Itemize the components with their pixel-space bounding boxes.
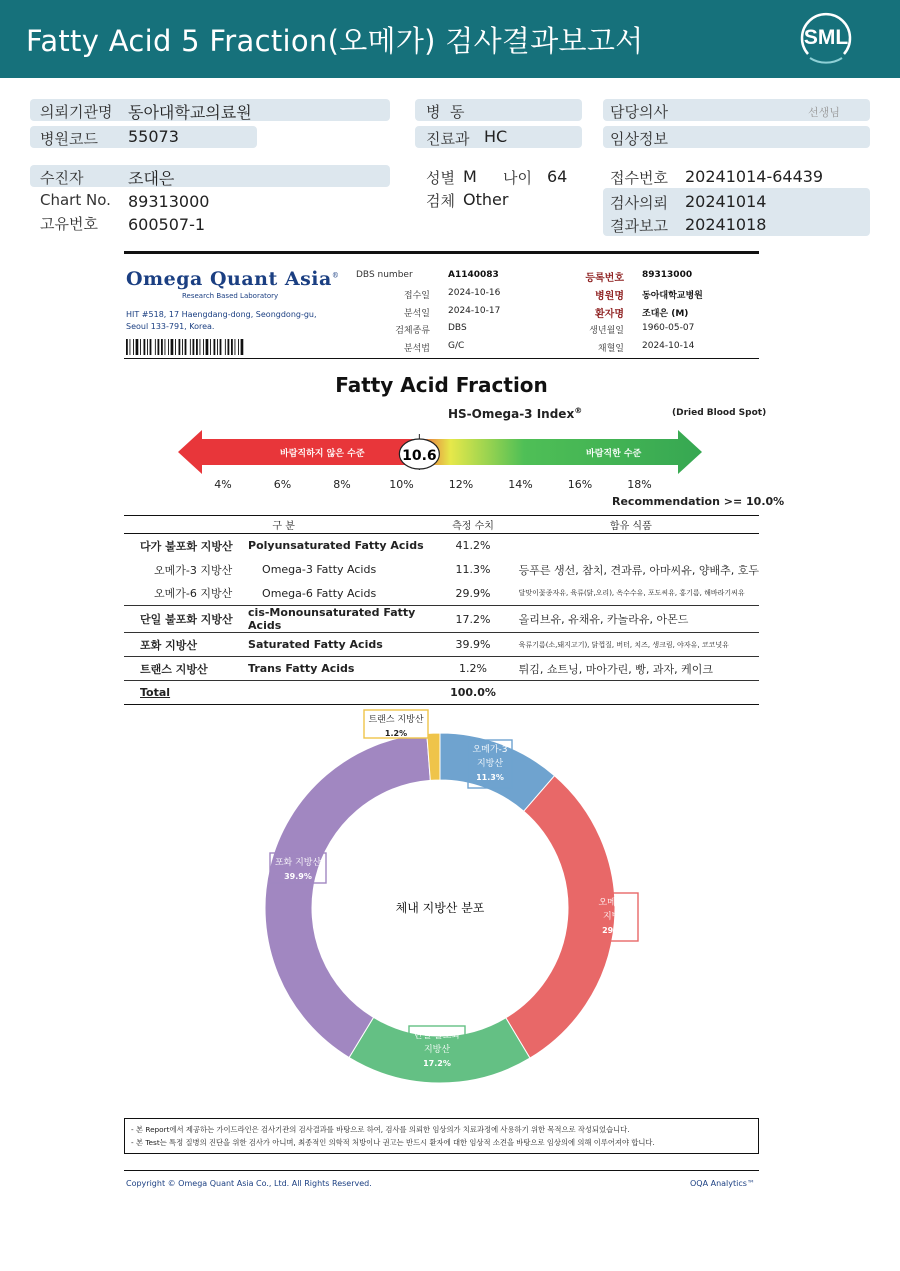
draw-value: 2024-10-14 bbox=[642, 341, 695, 351]
barcode-bar bbox=[241, 339, 244, 355]
gauge-tick-label: 12% bbox=[448, 478, 474, 491]
table-row bbox=[124, 558, 759, 582]
barcode-bar bbox=[200, 339, 201, 355]
gauge-tick-label: 14% bbox=[508, 478, 533, 491]
svg-text:39.9%: 39.9% bbox=[284, 872, 312, 881]
gauge-tick-label: 6% bbox=[273, 478, 292, 491]
dob-value: 1960-05-07 bbox=[642, 323, 695, 333]
footer-rule bbox=[124, 1170, 759, 1171]
row-food: 튀김, 쇼트닝, 마아가린, 빵, 과자, 케이크 bbox=[503, 657, 759, 681]
row-value: 1.2% bbox=[443, 657, 502, 681]
barcode-bar bbox=[171, 339, 174, 355]
unique-label: 고유번호 bbox=[40, 215, 98, 233]
sex-value: M bbox=[463, 167, 477, 186]
report-title: Fatty Acid 5 Fraction(오메가) 검사결과보고서 bbox=[26, 24, 644, 58]
oqa-analytics-brand: OQA Analytics™ bbox=[690, 1179, 755, 1188]
row-value: 29.9% bbox=[443, 582, 502, 606]
receipt-label: 접수번호 bbox=[610, 169, 668, 187]
gauge-tick-label: 18% bbox=[627, 478, 652, 491]
svg-text:단일 불포화: 단일 불포화 bbox=[413, 1031, 461, 1041]
row-value: 11.3% bbox=[455, 563, 491, 576]
patient-label: 수진자 bbox=[40, 169, 84, 187]
report-label: 결과보고 bbox=[610, 217, 668, 235]
lab-bottom-rule bbox=[124, 358, 759, 359]
row-ko: 오메가-6 지방산 bbox=[124, 582, 248, 606]
row-en: cis-Monounsaturated Fatty Acids bbox=[248, 606, 443, 633]
barcode-bar bbox=[220, 339, 222, 355]
row-ko: 단일 불포화 지방산 bbox=[124, 606, 248, 633]
gauge-tick-label: 8% bbox=[333, 478, 351, 491]
table-row bbox=[124, 534, 759, 558]
row-value: 17.2% bbox=[443, 606, 502, 633]
hs-omega-title bbox=[448, 406, 582, 421]
logo-text: SML bbox=[803, 26, 849, 49]
header-value: 측정 수치 bbox=[443, 516, 502, 534]
disclaimer-line: - 본 Test는 특정 질병의 진단을 위한 검사가 아니며, 최종적인 의학적 처방이나 권고는 반드시 환자에 대한 임상적 소견을 바탕으로 임상의에 의해 이루어져야 합니다. bbox=[131, 1138, 655, 1147]
barcode-bar bbox=[196, 339, 198, 355]
svg-text:17.2%: 17.2% bbox=[423, 1059, 451, 1068]
hosp-label: 병원명 bbox=[595, 291, 624, 302]
oqa-logo-mark: ® bbox=[331, 271, 340, 280]
fatty-acid-donut-chart bbox=[250, 715, 634, 1098]
svg-text:지방산: 지방산 bbox=[423, 1045, 451, 1055]
row-value: 39.9% bbox=[443, 633, 502, 657]
doctor-suffix: 선생님 bbox=[808, 106, 840, 119]
fatty-acid-table bbox=[124, 515, 759, 705]
header-food: 함유 식품 bbox=[503, 516, 759, 534]
method-label: 분석법 bbox=[403, 344, 430, 354]
table-header-row bbox=[124, 516, 759, 534]
hs-omega-title-text: HS-Omega-3 Index bbox=[448, 407, 575, 421]
barcode-bar bbox=[147, 339, 148, 355]
hospital-code-label: 병원코드 bbox=[40, 130, 98, 148]
recommendation: Recommendation >= 10.0% bbox=[612, 495, 785, 508]
barcode-bar bbox=[225, 339, 226, 355]
patient-bar bbox=[30, 165, 390, 187]
svg-text:트랜스 지방산: 트랜스 지방산 bbox=[368, 715, 424, 725]
row-en: Saturated Fatty Acids bbox=[248, 633, 443, 657]
unique-value: 600507-1 bbox=[128, 215, 206, 234]
oqa-address: HIT #518, 17 Haengdang-dong, Seongdong-gu, Seoul 133-791, Korea. bbox=[126, 310, 317, 331]
gauge-tick-label: 4% bbox=[214, 478, 232, 491]
barcode-bar bbox=[133, 339, 134, 355]
svg-text:지방산: 지방산 bbox=[602, 912, 630, 922]
specimen-value: Other bbox=[463, 190, 509, 209]
sex-label: 성별 bbox=[426, 169, 455, 187]
clinical-label: 임상정보 bbox=[610, 130, 668, 148]
barcode-bar bbox=[185, 339, 187, 355]
dept-label: 진료과 bbox=[426, 130, 470, 148]
row-en bbox=[248, 681, 443, 705]
doctor-label: 담당의사 bbox=[610, 103, 668, 121]
svg-text:29.9%: 29.9% bbox=[602, 926, 630, 935]
header-category: 구 분 bbox=[124, 516, 443, 534]
barcode-bar bbox=[144, 339, 146, 355]
institution-label: 의뢰기관명 bbox=[40, 103, 113, 121]
svg-text:11.3%: 11.3% bbox=[476, 773, 504, 782]
barcode-bar bbox=[136, 339, 139, 355]
barcode-bar bbox=[155, 339, 156, 355]
section-title: Fatty Acid Fraction bbox=[335, 373, 548, 397]
oqa-logo bbox=[126, 268, 339, 290]
row-ko: 트랜스 지방산 bbox=[124, 657, 248, 681]
table-row bbox=[124, 606, 759, 633]
row-en: Polyunsaturated Fatty Acids bbox=[248, 539, 424, 553]
barcode-bar bbox=[214, 339, 216, 355]
row-en: Omega-6 Fatty Acids bbox=[248, 582, 443, 606]
barcode-bar bbox=[179, 339, 181, 355]
chart-value: 89313000 bbox=[128, 192, 210, 211]
recv-value: 2024-10-16 bbox=[448, 288, 501, 298]
barcode-bar bbox=[206, 339, 209, 355]
lab-top-rule bbox=[124, 251, 759, 254]
barcode-bar bbox=[150, 339, 152, 355]
barcode-bar bbox=[168, 339, 169, 355]
bad-level-label: 바람직하지 않은 수준 bbox=[280, 449, 365, 459]
row-value: 100.0% bbox=[443, 681, 502, 705]
barcode-bar bbox=[228, 339, 230, 355]
method-value: G/C bbox=[448, 341, 465, 351]
row-food: 달맞이꽃종자유, 육류(닭,오리), 옥수수유, 포도씨유, 홍기름, 해바라기씨유 bbox=[503, 582, 759, 606]
barcode-bar bbox=[140, 339, 141, 355]
barcode-bar bbox=[175, 339, 176, 355]
draw-label: 채혈일 bbox=[597, 344, 624, 354]
barcode-bar bbox=[210, 339, 211, 355]
barcode-bar bbox=[130, 339, 131, 355]
row-ko: Total bbox=[124, 681, 248, 705]
dbs-label: DBS number bbox=[356, 270, 413, 280]
row-food bbox=[503, 681, 759, 705]
row-ko: 다가 불포화 지방산 bbox=[140, 539, 233, 553]
age-label: 나이 bbox=[503, 169, 532, 187]
anal-label: 분석일 bbox=[403, 309, 430, 319]
reg-label: 등록번호 bbox=[585, 273, 624, 284]
svg-text:오메가-6: 오메가-6 bbox=[598, 898, 634, 908]
row-en: Trans Fatty Acids bbox=[248, 657, 443, 681]
table-row bbox=[124, 633, 759, 657]
gauge-tick-label: 16% bbox=[567, 478, 593, 491]
ward-label: 병 동 bbox=[426, 103, 465, 121]
chart-label: Chart No. bbox=[40, 191, 111, 209]
pt-label: 환자명 bbox=[595, 309, 624, 320]
dbs-value: A1140083 bbox=[448, 270, 499, 280]
report-header bbox=[0, 0, 900, 78]
barcode-bar bbox=[231, 339, 233, 355]
barcode bbox=[126, 339, 246, 355]
spec-value: DBS bbox=[448, 323, 467, 333]
svg-text:오메가-3: 오메가-3 bbox=[472, 745, 508, 755]
svg-text:1.2%: 1.2% bbox=[384, 729, 408, 738]
copyright: Copyright © Omega Quant Asia Co., Ltd. All Rights Reserved. bbox=[126, 1179, 372, 1188]
barcode-bar bbox=[193, 339, 195, 355]
hs-omega-title-mark: ® bbox=[574, 406, 583, 415]
index-value: 10.6 bbox=[402, 448, 437, 464]
table-row bbox=[124, 657, 759, 681]
row-value: 41.2% bbox=[455, 539, 491, 553]
dept-value: HC bbox=[484, 127, 508, 146]
row-food: 육류기름(소,돼지고기), 닭껍질, 버터, 치즈, 생크림, 야자유, 코코넛유 bbox=[503, 633, 759, 657]
donut-slice-label bbox=[364, 710, 428, 738]
svg-text:지방산: 지방산 bbox=[476, 759, 504, 769]
sample-note: (Dried Blood Spot) bbox=[672, 408, 767, 418]
request-label: 검사의뢰 bbox=[610, 194, 668, 212]
donut-slice bbox=[506, 776, 615, 1058]
row-en: Omega-3 Fatty Acids bbox=[262, 563, 377, 576]
omega-index-gauge bbox=[178, 430, 702, 474]
barcode-bar bbox=[190, 339, 191, 355]
recv-label: 접수일 bbox=[403, 291, 430, 301]
row-food: 올리브유, 유채유, 카놀라유, 아몬드 bbox=[503, 606, 759, 633]
disclaimer-box bbox=[124, 1118, 759, 1154]
row-ko: 오메가-3 지방산 bbox=[154, 563, 233, 577]
oqa-subtitle: Research Based Laboratory bbox=[182, 292, 279, 300]
row-food bbox=[503, 534, 759, 558]
barcode-bar bbox=[238, 339, 239, 355]
good-level-label: 바람직한 수준 bbox=[586, 449, 642, 459]
reg-value: 89313000 bbox=[642, 270, 693, 280]
barcode-bar bbox=[126, 339, 128, 355]
specimen-label: 검체 bbox=[426, 192, 455, 210]
pt-value: 조대은 (M) bbox=[642, 309, 689, 319]
barcode-bar bbox=[182, 339, 183, 355]
oqa-logo-name: Omega Quant Asia bbox=[126, 268, 332, 290]
age-value: 64 bbox=[547, 167, 568, 186]
barcode-bar bbox=[165, 339, 166, 355]
donut-center-title: 체내 지방산 분포 bbox=[395, 901, 485, 915]
barcode-bar bbox=[158, 339, 160, 355]
hospital-code-value: 55073 bbox=[128, 127, 179, 146]
barcode-bar bbox=[217, 339, 218, 355]
sml-logo bbox=[796, 10, 856, 70]
table-row-total bbox=[124, 681, 759, 705]
barcode-bar bbox=[203, 339, 204, 355]
anal-value: 2024-10-17 bbox=[448, 306, 501, 316]
spec-label: 검체종류 bbox=[395, 326, 430, 336]
donut-slice bbox=[265, 734, 430, 1058]
disclaimer-line: - 본 Report에서 제공하는 가이드라인은 검사기관의 검사결과를 바탕으로 하여, 검사를 의뢰한 임상의가 치료과정에 사용하기 위한 목적으로 작성되었습니다. bbox=[131, 1125, 630, 1134]
institution-value: 동아대학교의료원 bbox=[128, 103, 252, 122]
row-food: 등푸른 생선, 참치, 견과류, 아마씨유, 양배추, 호두 bbox=[518, 563, 759, 577]
barcode-bar bbox=[235, 339, 236, 355]
barcode-bar bbox=[161, 339, 163, 355]
receipt-value: 20241014-64439 bbox=[685, 167, 824, 186]
patient-value: 조대은 bbox=[128, 169, 175, 188]
dob-label: 생년월일 bbox=[589, 326, 624, 336]
gauge-tick-label: 10% bbox=[389, 478, 414, 491]
report-value: 20241018 bbox=[685, 215, 767, 234]
hosp-value: 동아대학교병원 bbox=[642, 291, 703, 301]
request-value: 20241014 bbox=[685, 192, 767, 211]
svg-text:포화 지방산: 포화 지방산 bbox=[274, 858, 322, 868]
row-ko: 포화 지방산 bbox=[124, 633, 248, 657]
table-row bbox=[124, 582, 759, 606]
